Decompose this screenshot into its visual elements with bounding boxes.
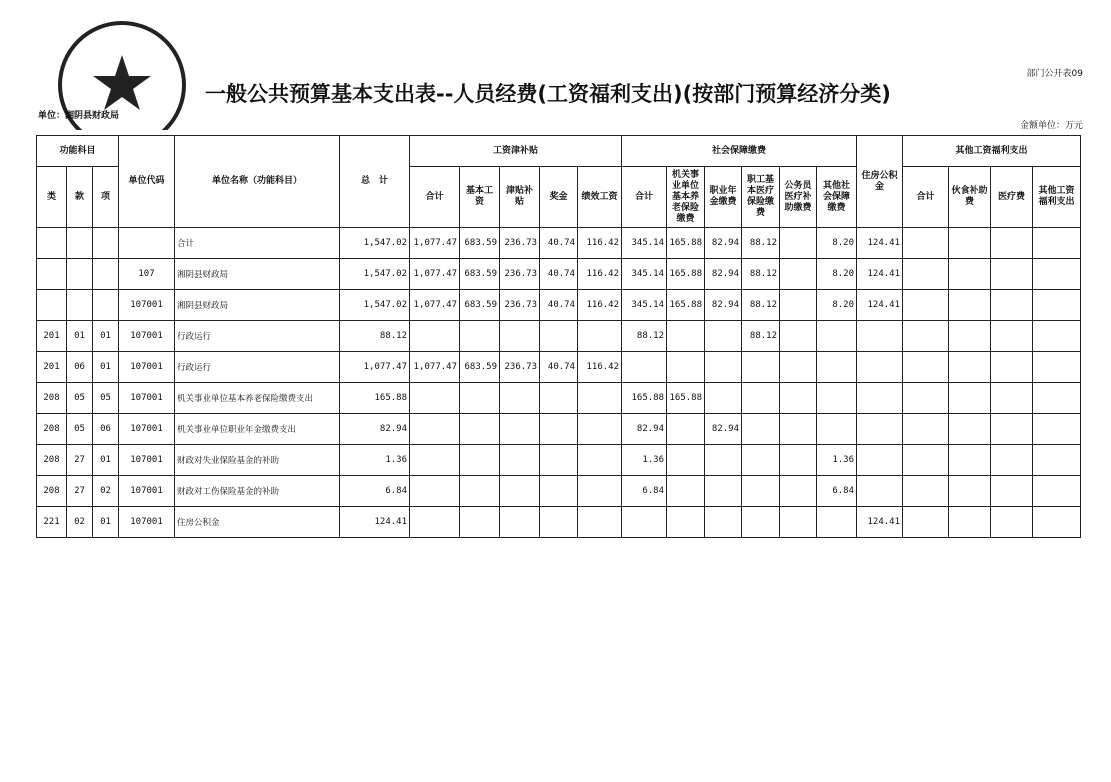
cell-s-allow: 236.73: [500, 290, 540, 321]
cell-s-sum: [410, 476, 460, 507]
cell-o-meal: [949, 352, 991, 383]
cell-s-allow: 236.73: [500, 352, 540, 383]
header-salary-col: 奖金: [540, 167, 578, 228]
cell-ss-annuity: 82.94: [705, 259, 742, 290]
cell-name: 行政运行: [175, 352, 340, 383]
table-row: [37, 445, 1081, 476]
header-social-col: 机关事业单位基本养老保险缴费: [667, 167, 705, 228]
cell-o-med: [991, 352, 1033, 383]
cell-s-sum: [410, 507, 460, 538]
cell-ss-civil: [780, 228, 817, 259]
cell-s-perf: [578, 507, 622, 538]
cell-s-basic: [460, 321, 500, 352]
cell-lei: 208: [37, 383, 67, 414]
cell-code: 107001: [119, 321, 175, 352]
cell-ss-annuity: 82.94: [705, 414, 742, 445]
cell-ss-civil: [780, 445, 817, 476]
cell-total: 165.88: [340, 383, 410, 414]
cell-ss-medical: 88.12: [742, 259, 780, 290]
cell-s-perf: [578, 445, 622, 476]
header-other-col: 医疗费: [991, 167, 1033, 228]
cell-o-med: [991, 383, 1033, 414]
cell-ss-medical: [742, 507, 780, 538]
cell-s-perf: 116.42: [578, 352, 622, 383]
cell-ss-sum: 88.12: [622, 321, 667, 352]
cell-o-med: [991, 507, 1033, 538]
header-unit-code: 单位代码: [119, 136, 175, 228]
cell-ss-sum: 165.88: [622, 383, 667, 414]
cell-o-other: [1033, 259, 1081, 290]
cell-ss-other: [817, 352, 857, 383]
cell-total: 1,077.47: [340, 352, 410, 383]
cell-o-med: [991, 476, 1033, 507]
header-other-col: 合计: [903, 167, 949, 228]
cell-name: 湘阴县财政局: [175, 290, 340, 321]
cell-ss-sum: 82.94: [622, 414, 667, 445]
cell-code: 107001: [119, 414, 175, 445]
cell-total: 82.94: [340, 414, 410, 445]
cell-ss-other: [817, 321, 857, 352]
cell-ss-annuity: 82.94: [705, 228, 742, 259]
cell-ss-civil: [780, 352, 817, 383]
cell-ss-pension: [667, 476, 705, 507]
cell-lei: 201: [37, 352, 67, 383]
cell-total: 1,547.02: [340, 228, 410, 259]
header-social-col: 公务员医疗补助缴费: [780, 167, 817, 228]
table-row: [37, 228, 1081, 259]
cell-kuan: [67, 290, 93, 321]
cell-ss-annuity: [705, 476, 742, 507]
cell-o-other: [1033, 507, 1081, 538]
cell-ss-medical: [742, 445, 780, 476]
cell-ss-civil: [780, 414, 817, 445]
cell-name: 机关事业单位基本养老保险缴费支出: [175, 383, 340, 414]
cell-housing: 124.41: [857, 259, 903, 290]
cell-ss-other: [817, 383, 857, 414]
page-title: 一般公共预算基本支出表--人员经费(工资福利支出)(按部门预算经济分类): [205, 82, 891, 106]
cell-name: 行政运行: [175, 321, 340, 352]
table-row: [37, 507, 1081, 538]
cell-lei: [37, 228, 67, 259]
header-social-col: 职工基本医疗保险缴费: [742, 167, 780, 228]
header-salary-col: 合计: [410, 167, 460, 228]
cell-total: 124.41: [340, 507, 410, 538]
cell-lei: 208: [37, 414, 67, 445]
cell-code: 107001: [119, 290, 175, 321]
header-kuan: 款: [67, 167, 93, 228]
cell-o-meal: [949, 383, 991, 414]
cell-ss-pension: 165.88: [667, 259, 705, 290]
cell-ss-pension: 165.88: [667, 383, 705, 414]
header-social-group: 社会保障缴费: [622, 136, 857, 167]
cell-ss-pension: 165.88: [667, 290, 705, 321]
header-salary-col: 绩效工资: [578, 167, 622, 228]
cell-housing: [857, 476, 903, 507]
cell-s-bonus: 40.74: [540, 259, 578, 290]
cell-lei: 208: [37, 445, 67, 476]
cell-s-allow: [500, 507, 540, 538]
header-lei: 类: [37, 167, 67, 228]
cell-housing: [857, 352, 903, 383]
cell-s-basic: 683.59: [460, 259, 500, 290]
cell-s-bonus: [540, 445, 578, 476]
header-salary-col: 基本工资: [460, 167, 500, 228]
cell-s-basic: 683.59: [460, 352, 500, 383]
cell-total: 6.84: [340, 476, 410, 507]
budget-table: [36, 135, 1081, 538]
header-func-subject: 功能科目: [37, 136, 119, 167]
cell-total: 88.12: [340, 321, 410, 352]
cell-o-meal: [949, 445, 991, 476]
cell-o-meal: [949, 290, 991, 321]
cell-o-other: [1033, 290, 1081, 321]
cell-o-meal: [949, 507, 991, 538]
cell-ss-medical: 88.12: [742, 321, 780, 352]
cell-s-perf: [578, 321, 622, 352]
cell-xiang: 01: [93, 445, 119, 476]
cell-code: 107001: [119, 507, 175, 538]
cell-ss-annuity: [705, 383, 742, 414]
cell-s-bonus: 40.74: [540, 290, 578, 321]
cell-s-bonus: [540, 383, 578, 414]
cell-total: 1,547.02: [340, 290, 410, 321]
header-salary-col: 津贴补贴: [500, 167, 540, 228]
cell-xiang: 06: [93, 414, 119, 445]
header-other-col: 伙食补助费: [949, 167, 991, 228]
cell-housing: 124.41: [857, 228, 903, 259]
cell-o-sum: [903, 321, 949, 352]
cell-s-perf: [578, 414, 622, 445]
cell-s-bonus: 40.74: [540, 352, 578, 383]
cell-o-other: [1033, 445, 1081, 476]
cell-s-allow: [500, 321, 540, 352]
cell-name: 湘阴县财政局: [175, 259, 340, 290]
cell-ss-civil: [780, 507, 817, 538]
cell-s-basic: 683.59: [460, 228, 500, 259]
cell-ss-pension: [667, 414, 705, 445]
table-row: [37, 352, 1081, 383]
cell-xiang: 01: [93, 352, 119, 383]
header-other-group: 其他工资福利支出: [903, 136, 1081, 167]
cell-lei: 201: [37, 321, 67, 352]
header-housing: 住房公积金: [857, 136, 903, 228]
cell-xiang: 01: [93, 507, 119, 538]
cell-s-sum: 1,077.47: [410, 259, 460, 290]
cell-s-basic: [460, 414, 500, 445]
cell-housing: [857, 383, 903, 414]
cell-ss-annuity: [705, 352, 742, 383]
cell-o-sum: [903, 352, 949, 383]
cell-o-meal: [949, 228, 991, 259]
cell-o-med: [991, 321, 1033, 352]
cell-name: 财政对失业保险基金的补助: [175, 445, 340, 476]
cell-s-basic: [460, 383, 500, 414]
cell-ss-civil: [780, 476, 817, 507]
cell-o-other: [1033, 414, 1081, 445]
cell-s-basic: [460, 476, 500, 507]
cell-o-other: [1033, 228, 1081, 259]
cell-o-med: [991, 259, 1033, 290]
header-salary-group: 工资津补贴: [410, 136, 622, 167]
cell-xiang: [93, 259, 119, 290]
header-xiang: 项: [93, 167, 119, 228]
cell-ss-other: [817, 414, 857, 445]
cell-s-sum: 1,077.47: [410, 228, 460, 259]
cell-ss-pension: [667, 445, 705, 476]
cell-s-perf: 116.42: [578, 259, 622, 290]
cell-housing: 124.41: [857, 507, 903, 538]
unit-label: 单位：湘阴县财政局: [38, 111, 120, 121]
cell-ss-medical: [742, 383, 780, 414]
cell-ss-other: 1.36: [817, 445, 857, 476]
cell-ss-other: 8.20: [817, 228, 857, 259]
cell-xiang: 02: [93, 476, 119, 507]
cell-code: 107001: [119, 352, 175, 383]
cell-s-basic: 683.59: [460, 290, 500, 321]
cell-housing: [857, 321, 903, 352]
table-row: [37, 383, 1081, 414]
cell-total: 1,547.02: [340, 259, 410, 290]
cell-ss-civil: [780, 290, 817, 321]
table-row: [37, 476, 1081, 507]
cell-ss-medical: [742, 414, 780, 445]
cell-o-other: [1033, 352, 1081, 383]
cell-s-sum: [410, 321, 460, 352]
cell-ss-sum: [622, 352, 667, 383]
cell-name: 财政对工伤保险基金的补助: [175, 476, 340, 507]
cell-xiang: 01: [93, 321, 119, 352]
table-row: [37, 290, 1081, 321]
cell-ss-medical: [742, 352, 780, 383]
cell-ss-medical: 88.12: [742, 228, 780, 259]
cell-s-allow: 236.73: [500, 228, 540, 259]
header-social-col: 其他社会保障缴费: [817, 167, 857, 228]
cell-s-perf: [578, 476, 622, 507]
table-row: [37, 321, 1081, 352]
cell-o-other: [1033, 321, 1081, 352]
cell-housing: [857, 445, 903, 476]
cell-xiang: [93, 290, 119, 321]
cell-ss-other: 6.84: [817, 476, 857, 507]
header-total: 总 计: [340, 136, 410, 228]
cell-o-meal: [949, 414, 991, 445]
cell-s-sum: [410, 414, 460, 445]
cell-name: 住房公积金: [175, 507, 340, 538]
cell-o-sum: [903, 259, 949, 290]
header-other-col: 其他工资福利支出: [1033, 167, 1081, 228]
cell-xiang: 05: [93, 383, 119, 414]
cell-total: 1.36: [340, 445, 410, 476]
cell-code: [119, 228, 175, 259]
cell-s-sum: [410, 383, 460, 414]
cell-s-sum: 1,077.47: [410, 352, 460, 383]
cell-ss-annuity: [705, 445, 742, 476]
cell-o-sum: [903, 476, 949, 507]
cell-s-perf: 116.42: [578, 228, 622, 259]
cell-o-med: [991, 290, 1033, 321]
cell-s-basic: [460, 507, 500, 538]
cell-kuan: 02: [67, 507, 93, 538]
cell-o-other: [1033, 476, 1081, 507]
cell-o-meal: [949, 321, 991, 352]
cell-ss-pension: [667, 507, 705, 538]
cell-s-allow: [500, 445, 540, 476]
cell-ss-sum: 345.14: [622, 290, 667, 321]
cell-s-bonus: [540, 507, 578, 538]
cell-ss-sum: 345.14: [622, 228, 667, 259]
cell-ss-medical: 88.12: [742, 290, 780, 321]
cell-code: 107001: [119, 383, 175, 414]
header-unit-name: 单位名称（功能科目）: [175, 136, 340, 228]
cell-ss-annuity: 82.94: [705, 290, 742, 321]
cell-ss-other: [817, 507, 857, 538]
cell-ss-medical: [742, 476, 780, 507]
table-row: [37, 414, 1081, 445]
cell-o-med: [991, 228, 1033, 259]
cell-ss-civil: [780, 383, 817, 414]
cell-ss-civil: [780, 259, 817, 290]
cell-xiang: [93, 228, 119, 259]
form-id: 部门公开表09: [1026, 69, 1083, 79]
cell-ss-sum: 6.84: [622, 476, 667, 507]
cell-code: 107001: [119, 476, 175, 507]
cell-o-sum: [903, 228, 949, 259]
cell-kuan: 01: [67, 321, 93, 352]
cell-o-other: [1033, 383, 1081, 414]
cell-ss-sum: 345.14: [622, 259, 667, 290]
cell-ss-annuity: [705, 507, 742, 538]
cell-kuan: 05: [67, 383, 93, 414]
cell-o-med: [991, 445, 1033, 476]
cell-s-sum: [410, 445, 460, 476]
cell-s-perf: [578, 383, 622, 414]
cell-ss-pension: [667, 321, 705, 352]
cell-lei: [37, 259, 67, 290]
cell-s-bonus: [540, 414, 578, 445]
cell-s-bonus: [540, 321, 578, 352]
cell-s-allow: [500, 383, 540, 414]
cell-o-sum: [903, 414, 949, 445]
cell-lei: 208: [37, 476, 67, 507]
cell-s-perf: 116.42: [578, 290, 622, 321]
cell-ss-other: 8.20: [817, 290, 857, 321]
header-social-col: 合计: [622, 167, 667, 228]
cell-s-sum: 1,077.47: [410, 290, 460, 321]
cell-kuan: [67, 259, 93, 290]
cell-ss-other: 8.20: [817, 259, 857, 290]
cell-o-sum: [903, 383, 949, 414]
cell-ss-sum: [622, 507, 667, 538]
cell-lei: [37, 290, 67, 321]
cell-lei: 221: [37, 507, 67, 538]
cell-kuan: 05: [67, 414, 93, 445]
cell-o-meal: [949, 476, 991, 507]
cell-kuan: 06: [67, 352, 93, 383]
cell-s-basic: [460, 445, 500, 476]
cell-s-allow: [500, 414, 540, 445]
cell-code: 107: [119, 259, 175, 290]
cell-housing: [857, 414, 903, 445]
cell-o-sum: [903, 290, 949, 321]
cell-ss-annuity: [705, 321, 742, 352]
cell-name: 合计: [175, 228, 340, 259]
cell-housing: 124.41: [857, 290, 903, 321]
table-row: [37, 259, 1081, 290]
cell-s-bonus: [540, 476, 578, 507]
cell-kuan: 27: [67, 445, 93, 476]
cell-ss-pension: 165.88: [667, 228, 705, 259]
cell-ss-civil: [780, 321, 817, 352]
header-social-col: 职业年金缴费: [705, 167, 742, 228]
cell-o-sum: [903, 507, 949, 538]
cell-code: 107001: [119, 445, 175, 476]
cell-name: 机关事业单位职业年金缴费支出: [175, 414, 340, 445]
cell-kuan: [67, 228, 93, 259]
cell-o-med: [991, 414, 1033, 445]
table-body: [37, 228, 1081, 538]
cell-o-sum: [903, 445, 949, 476]
cell-kuan: 27: [67, 476, 93, 507]
cell-s-allow: 236.73: [500, 259, 540, 290]
cell-ss-sum: 1.36: [622, 445, 667, 476]
cell-s-bonus: 40.74: [540, 228, 578, 259]
cell-s-allow: [500, 476, 540, 507]
cell-ss-pension: [667, 352, 705, 383]
cell-o-meal: [949, 259, 991, 290]
money-unit: 金额单位：万元: [1019, 121, 1083, 131]
